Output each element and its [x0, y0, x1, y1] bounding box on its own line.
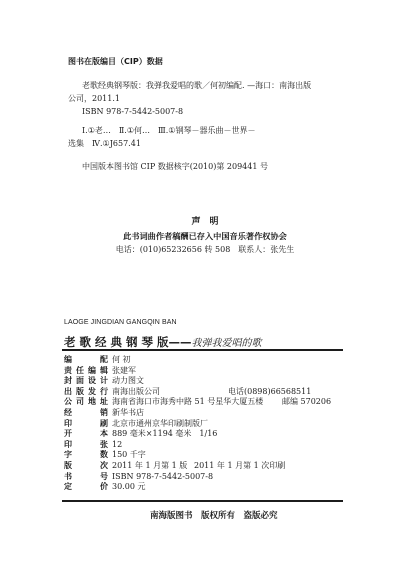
colophon-row-edition: [64, 461, 354, 472]
colophon-value: 30.00 元: [112, 482, 146, 492]
colophon-postcode: 邮编 570206: [282, 397, 332, 407]
cip-entry-line1: 老歌经典钢琴版：我弹我爱唱的歌／何初编配. —海口：南海出版: [82, 81, 312, 90]
colophon-value: 2011 年 1 月第 1 版: [112, 460, 188, 470]
colophon-row-sheets: [64, 440, 354, 451]
colophon-label: 开 本: [64, 429, 108, 439]
colophon-value: 南海出版公司: [112, 386, 160, 396]
cip-heading: 图书在版编目（CIP）数据: [68, 57, 163, 66]
colophon-value: 12: [112, 439, 123, 449]
colophon-value: 动力图文: [112, 376, 144, 386]
book-title-pinyin: LAOGE JINGDIAN GANGQIN BAN: [64, 319, 177, 326]
book-title-dash: ——: [168, 335, 192, 349]
statement-title: 声 明: [191, 217, 219, 227]
colophon-row-distributor: [64, 408, 354, 419]
cip-entry-line2: 公司，2011.1: [68, 94, 120, 103]
colophon-label: 封面设计: [64, 376, 108, 386]
colophon-value: ISBN 978-7-5442-5007-8: [112, 471, 214, 481]
colophon-value: 张建军: [112, 365, 136, 375]
colophon-row-price: [64, 482, 354, 493]
statement-text: 此书词曲作者稿酬已存入中国音乐著作权协会: [123, 231, 287, 241]
book-title: [64, 331, 262, 350]
colophon-label: 公司地址: [64, 397, 108, 407]
book-title-main: 老 歌 经 典 钢 琴 版: [64, 335, 169, 349]
colophon-label: 印 刷: [64, 418, 108, 428]
colophon-row-format: [64, 429, 354, 440]
colophon-value: 新华书店: [112, 407, 144, 417]
colophon-row-printer: [64, 419, 354, 430]
colophon-label: 书 号: [64, 471, 108, 481]
colophon-row-editor: [64, 366, 354, 377]
colophon-value: 北京市通州京华印刷制版厂: [112, 418, 208, 428]
top-rule: [62, 349, 343, 351]
colophon-row-word-count: [64, 450, 354, 461]
colophon-label: 字 数: [64, 450, 108, 460]
colophon-label: 责任编辑: [64, 365, 108, 375]
colophon-row-address: [64, 397, 354, 408]
colophon-value: 何 初: [112, 355, 131, 364]
cip-classification-line1: Ⅰ.①老… Ⅱ.①何… Ⅲ.①钢琴－器乐曲－世界－: [82, 126, 256, 135]
colophon-label: 版 次: [64, 460, 108, 470]
colophon-value: 889 毫米×1194 毫米 1/16: [112, 429, 218, 439]
colophon-phone: 电话(0898)66568511: [228, 386, 312, 396]
colophon-row-arranger: [64, 355, 354, 366]
colophon-row-cover-design: [64, 376, 354, 387]
colophon-value: 海南省海口市海秀中路 51 号星华大厦五楼: [112, 397, 264, 407]
colophon-value: 150 千字: [112, 450, 146, 460]
colophon-label: 出版发行: [64, 386, 108, 396]
book-subtitle: 我弹我爱唱的歌: [191, 338, 262, 349]
statement-contact: 电话：(010)65232656 转 508 联系人：张先生: [115, 245, 295, 254]
copyright-notice: 南海版图书 版权所有 盗版必究: [150, 511, 278, 521]
colophon-label: 编 配: [64, 355, 108, 364]
bottom-rule: [62, 500, 343, 502]
colophon-printing: 2011 年 1 月第 1 次印刷: [194, 460, 286, 470]
cip-verification-number: 中国版本图书馆 CIP 数据核字(2010)第 209441 号: [82, 162, 268, 171]
colophon-label: 经 销: [64, 407, 108, 417]
colophon-label: 定 价: [64, 482, 108, 492]
colophon-label: 印 张: [64, 439, 108, 449]
colophon-row-isbn: [64, 472, 354, 483]
cip-isbn: ISBN 978-7-5442-5007-8: [82, 107, 184, 116]
colophon-row-publisher: [64, 387, 354, 398]
colophon-table: [64, 355, 354, 493]
cip-classification-line2: 选集 Ⅳ.①J657.41: [68, 139, 141, 148]
